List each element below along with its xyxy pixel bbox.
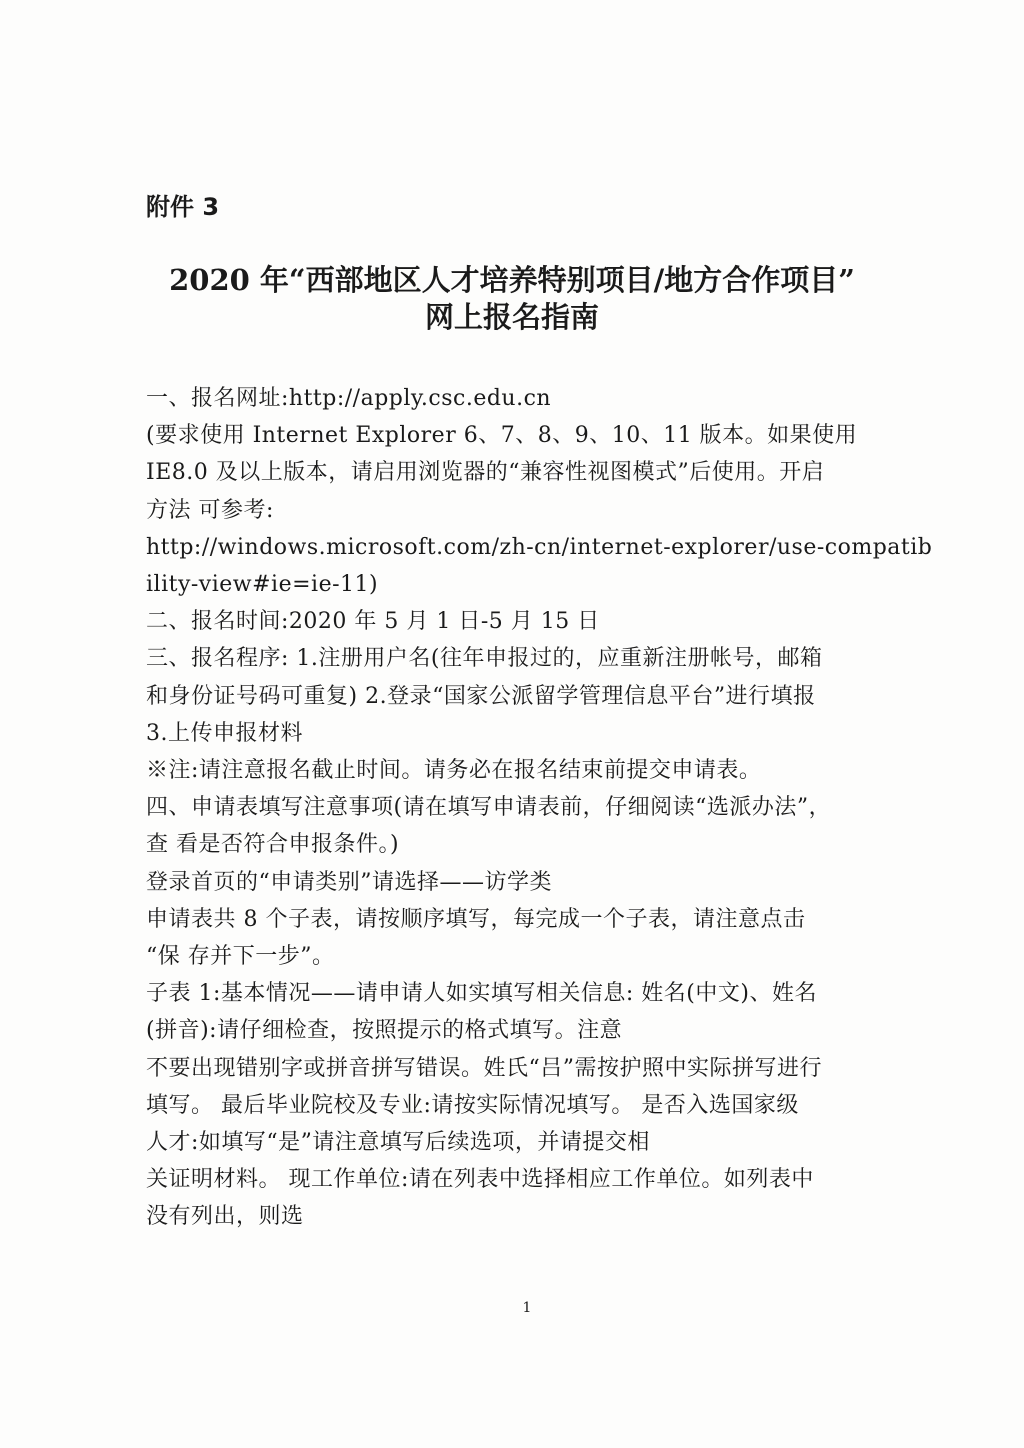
body-line: http://windows.microsoft.com/zh-cn/internet-explorer/use-compatib bbox=[146, 534, 933, 560]
body-line: 不要出现错别字或拼音拼写错误。姓氏“吕”需按护照中实际拼写进行 bbox=[146, 1055, 822, 1081]
body-line: 三、报名程序: 1.注册用户名(往年申报过的，应重新注册帐号，邮箱 bbox=[146, 646, 823, 672]
body-line: 和身份证号码可重复) 2.登录“国家公派留学管理信息平台”进行填报 bbox=[146, 683, 816, 709]
body-line: 申请表共 8 个子表，请按顺序填写，每完成一个子表，请注意点击 bbox=[146, 906, 806, 932]
attachment-label: 附件 3 bbox=[146, 193, 220, 221]
body-line: (拼音):请仔细检查，按照提示的格式填写。注意 bbox=[146, 1018, 623, 1044]
body-line: 子表 1:基本情况——请申请人如实填写相关信息: 姓名(中文)、姓名 bbox=[146, 981, 817, 1007]
body-line: 四、申请表填写注意事项(请在填写申请表前，仔细阅读“选派办法”， bbox=[146, 795, 832, 821]
body-line: 填写。 最后毕业院校及专业:请按实际情况填写。 是否入选国家级 bbox=[146, 1092, 799, 1118]
body-line: “保 存并下一步”。 bbox=[146, 944, 335, 970]
document-title bbox=[100, 262, 924, 336]
title-line-1: 2020 年“西部地区人才培养特别项目/地方合作项目” bbox=[169, 263, 855, 297]
body-line: 一、报名网址:http://apply.csc.edu.cn bbox=[146, 386, 552, 411]
page-number: 1 bbox=[522, 1300, 532, 1316]
body-line: 二、报名时间:2020 年 5 月 1 日-5 月 15 日 bbox=[146, 609, 600, 635]
body-line: ility-view#ie=ie-11) bbox=[146, 572, 379, 598]
body-line: IE8.0 及以上版本，请启用浏览器的“兼容性视图模式”后使用。开启 bbox=[146, 460, 825, 486]
body-line: 3.上传申报材料 bbox=[146, 720, 303, 746]
body-line: 没有列出，则选 bbox=[146, 1204, 304, 1230]
body-line: 查 看是否符合申报条件。) bbox=[146, 832, 400, 858]
body-line: 登录首页的“申请类别”请选择——访学类 bbox=[146, 869, 552, 895]
document-body bbox=[146, 380, 933, 1236]
body-line: 人才:如填写“是”请注意填写后续选项，并请提交相 bbox=[146, 1130, 650, 1156]
body-line: (要求使用 Internet Explorer 6、7、8、9、10、11 版本。如果使用 bbox=[146, 423, 858, 449]
title-line-2: 网上报名指南 bbox=[424, 300, 599, 334]
body-line: 方法 可参考: bbox=[146, 497, 274, 523]
body-line: ※注:请注意报名截止时间。请务必在报名结束前提交申请表。 bbox=[146, 758, 762, 784]
body-line: 关证明材料。 现工作单位:请在列表中选择相应工作单位。如列表中 bbox=[146, 1167, 814, 1193]
